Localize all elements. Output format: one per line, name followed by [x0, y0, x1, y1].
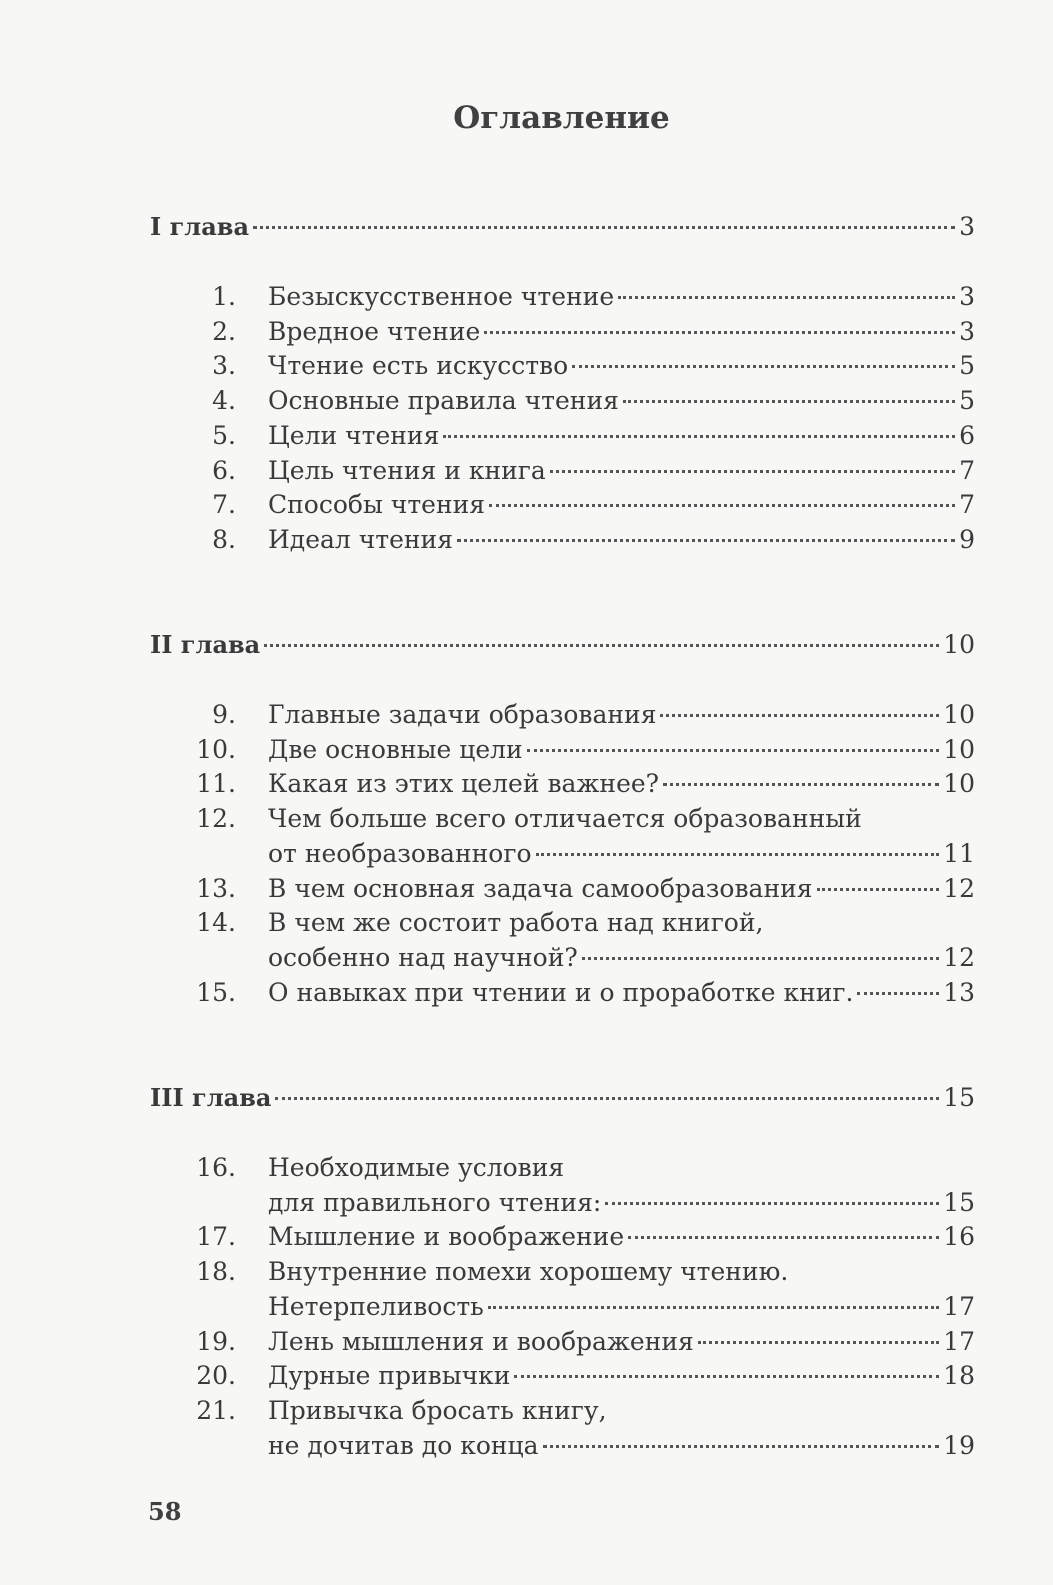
toc-entry-line	[268, 386, 975, 416]
dot-leader	[660, 714, 939, 717]
dot-leader	[582, 957, 939, 960]
entry-page-number: 10	[943, 734, 975, 764]
entry-title: не дочитав до конца	[268, 1430, 539, 1460]
chapter-heading	[150, 630, 975, 660]
toc-entry-line	[268, 839, 975, 869]
toc-entry-line	[268, 1153, 975, 1183]
dot-leader	[698, 1341, 939, 1344]
toc-entry-line	[268, 317, 975, 347]
toc-entry-line	[268, 1431, 975, 1461]
dot-leader	[536, 853, 940, 856]
entry-page-number: 15	[943, 1187, 975, 1217]
toc-entry-line	[268, 908, 975, 938]
entry-title: Вредное чтение	[268, 316, 481, 346]
dot-leader	[618, 296, 955, 299]
dot-leader	[264, 644, 939, 647]
toc-entry-line	[268, 1188, 975, 1218]
entry-title: Нетерпеливость	[268, 1291, 484, 1321]
entry-title: Безыскусственное чтение	[268, 282, 615, 311]
entry-number: 20.	[196, 1361, 236, 1391]
dot-leader	[488, 1306, 939, 1309]
toc-entry-line	[268, 351, 975, 381]
entry-number: 15.	[196, 977, 236, 1007]
entry-title: Основные правила чтения	[268, 386, 619, 416]
dot-leader	[489, 504, 955, 507]
entry-page-number: 5	[959, 386, 975, 416]
dot-leader	[443, 435, 955, 438]
dot-leader	[623, 400, 955, 403]
entry-title: В чем же состоит работа над книгой,	[268, 908, 764, 938]
dot-leader	[275, 1097, 939, 1100]
entry-title: Лень мышления и воображения	[268, 1326, 694, 1356]
entry-title: III глава	[150, 1083, 272, 1112]
entry-page-number: 18	[943, 1361, 975, 1391]
entry-title: особенно над научной?	[268, 942, 578, 972]
entry-number: 11.	[196, 769, 236, 799]
toc-entry-line	[268, 282, 975, 312]
entry-page-number: 17	[943, 1291, 975, 1321]
entry-page-number: 7	[959, 455, 975, 485]
toc-entry-line	[268, 769, 975, 799]
entry-number: 8.	[212, 524, 236, 554]
entry-title: О навыках при чтении и о проработке книг.	[268, 977, 854, 1007]
page-number: 58	[148, 1497, 182, 1526]
entry-title: Необходимые условия	[268, 1153, 565, 1182]
entry-number: 12.	[196, 804, 236, 834]
chapter-heading	[150, 212, 975, 242]
entry-number: 21.	[196, 1395, 236, 1425]
entry-title: Мышление и воображение	[268, 1222, 625, 1252]
toc-entry-line	[268, 1222, 975, 1252]
dot-leader	[550, 470, 955, 473]
toc-entry-line	[268, 525, 975, 555]
entry-page-number: 16	[943, 1222, 975, 1252]
entry-page-number: 3	[959, 212, 975, 241]
dot-leader	[514, 1375, 939, 1378]
page-title: Оглавление	[453, 100, 670, 136]
entry-title: Цели чтения	[268, 420, 440, 450]
dot-leader	[543, 1445, 940, 1448]
entry-number: 9.	[212, 700, 236, 729]
entry-page-number: 11	[943, 838, 975, 868]
entry-number: 2.	[212, 316, 236, 346]
entry-title: для правильного чтения:	[268, 1187, 602, 1217]
entry-page-number: 6	[959, 420, 975, 450]
entry-title: Привычка бросать книгу,	[268, 1395, 607, 1425]
dot-leader	[484, 331, 955, 334]
entry-number: 6.	[212, 455, 236, 485]
entry-page-number: 10	[943, 700, 975, 729]
entry-number: 1.	[212, 282, 236, 311]
entry-page-number: 7	[959, 490, 975, 520]
entry-number: 4.	[212, 386, 236, 416]
entry-page-number: 15	[943, 1083, 975, 1112]
entry-page-number: 3	[959, 282, 975, 311]
entry-number: 17.	[196, 1222, 236, 1252]
entry-page-number: 12	[943, 873, 975, 903]
dot-leader	[628, 1236, 939, 1239]
toc-entry-line	[268, 978, 975, 1008]
entry-page-number: 17	[943, 1326, 975, 1356]
entry-title: Главные задачи образования	[268, 700, 657, 729]
toc-entry-line	[268, 700, 975, 730]
entry-number: 19.	[196, 1326, 236, 1356]
entry-page-number: 12	[943, 942, 975, 972]
dot-leader	[253, 226, 955, 229]
toc-entry-line	[268, 456, 975, 486]
dot-leader	[857, 992, 939, 995]
entry-page-number: 19	[943, 1430, 975, 1460]
toc-entry-line	[268, 943, 975, 973]
toc-entry-line	[268, 1257, 975, 1287]
entry-number: 13.	[196, 873, 236, 903]
dot-leader	[605, 1202, 939, 1205]
toc-entry-line	[268, 804, 975, 834]
toc-entry-line	[268, 1361, 975, 1391]
entry-title: Какая из этих целей важнее?	[268, 769, 660, 799]
entry-number: 10.	[196, 734, 236, 764]
toc-entry-line	[268, 1396, 975, 1426]
dot-leader	[572, 365, 955, 368]
entry-title: Внутренние помехи хорошему чтению.	[268, 1257, 789, 1287]
toc-entry-line	[268, 421, 975, 451]
entry-title: Идеал чтения	[268, 524, 453, 554]
entry-title: I глава	[150, 212, 249, 241]
entry-page-number: 3	[959, 316, 975, 346]
entry-title: от необразованного	[268, 838, 532, 868]
entry-title: Цель чтения и книга	[268, 455, 546, 485]
entry-title: II глава	[150, 630, 261, 659]
entry-title: Способы чтения	[268, 490, 486, 520]
dot-leader	[817, 888, 940, 891]
entry-title: Дурные привычки	[268, 1361, 511, 1391]
entry-page-number: 10	[943, 769, 975, 799]
entry-number: 7.	[212, 490, 236, 520]
dot-leader	[457, 539, 955, 542]
dot-leader	[663, 783, 939, 786]
entry-number: 18.	[196, 1257, 236, 1287]
entry-title: В чем основная задача самообразования	[268, 873, 813, 903]
entry-page-number: 9	[959, 524, 975, 554]
entry-number: 16.	[196, 1153, 236, 1182]
entry-page-number: 10	[943, 630, 975, 659]
entry-title: Две основные цели	[268, 734, 523, 764]
toc-entry-line	[268, 1292, 975, 1322]
entry-number: 14.	[196, 908, 236, 938]
entry-number: 3.	[212, 351, 236, 381]
entry-number: 5.	[212, 420, 236, 450]
toc-entry-line	[268, 490, 975, 520]
dot-leader	[527, 749, 939, 752]
toc-entry-line	[268, 735, 975, 765]
entry-page-number: 5	[959, 351, 975, 381]
toc-entry-line	[268, 1327, 975, 1357]
toc-entry-line	[268, 874, 975, 904]
chapter-heading	[150, 1083, 975, 1113]
entry-title: Чем больше всего отличается образованный	[268, 804, 862, 834]
entry-title: Чтение есть искусство	[268, 351, 569, 381]
entry-page-number: 13	[943, 977, 975, 1007]
